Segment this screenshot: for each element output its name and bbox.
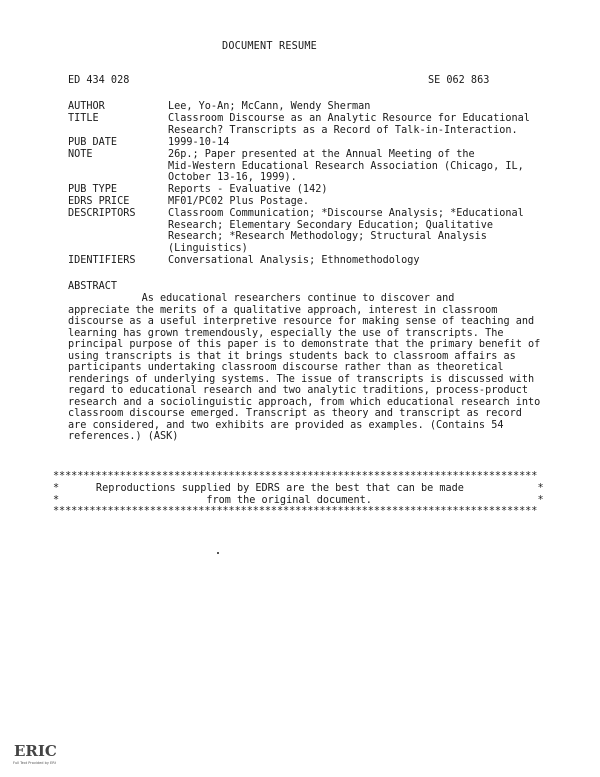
abstract-line: learning has grown tremendously, especially the use of transcripts. The <box>68 327 504 339</box>
abstract-line: renderings of underlying systems. The issue of transcripts is discussed with <box>68 373 535 385</box>
abstract-label: ABSTRACT <box>68 281 118 292</box>
ed-number: ED 434 028 <box>68 75 130 86</box>
abstract-line: participants undertaking classroom discourse rather than as theoretical <box>68 362 504 373</box>
eric-logo <box>12 740 56 768</box>
field-value-line: 1999-10-14 <box>168 137 230 148</box>
field-value-line: Mid-Western Educational Research Association (Chicago, IL, <box>168 160 524 172</box>
field-value-line: Lee, Yo-An; McCann, Wendy Sherman <box>168 101 371 112</box>
field-value-line: 26p.; Paper presented at the Annual Meeting of the <box>168 149 475 160</box>
field-value <box>168 208 548 254</box>
abstract-text <box>68 293 548 443</box>
field-value-line: Classroom Discourse as an Analytic Resource for Educational <box>168 113 530 124</box>
field-value <box>168 149 548 184</box>
field-label: NOTE <box>68 149 93 160</box>
field-value <box>168 255 548 267</box>
field-label: EDRS PRICE <box>68 196 130 207</box>
abstract-line: research and a sociolinguistic approach, from which educational research into <box>68 396 541 408</box>
abstract-line: principal purpose of this paper is to demonstrate that the primary benefit of <box>68 339 541 350</box>
abstract-line: classroom discourse emerged. Transcript as theory and transcript as record <box>68 408 522 419</box>
field-value-line: October 13-16, 1999). <box>168 172 297 183</box>
field-value-line: Classroom Communication; *Discourse Analysis; *Educational <box>168 208 524 219</box>
field-value <box>168 113 548 136</box>
field-value <box>168 184 548 196</box>
document-title: DOCUMENT RESUME <box>222 41 318 52</box>
abstract-line: appreciate the merits of a qualitative approach, interest in classroom <box>68 304 498 316</box>
field-label: IDENTIFIERS <box>68 255 136 266</box>
abstract-line: are considered, and two exhibits are provided as examples. (Contains 54 <box>68 419 504 431</box>
eric-logo-subtext: Full Text Provided by ERIC <box>13 761 56 765</box>
reproduction-border-top: ******************************************************************************** <box>53 471 538 482</box>
field-value <box>168 137 548 149</box>
field-label: TITLE <box>68 113 99 124</box>
abstract-line: references.) (ASK) <box>68 431 179 442</box>
reproduction-line-1: * Reproductions supplied by EDRS are the best that can be made * <box>53 483 544 494</box>
reproduction-line-2: * from the original document. * <box>53 494 544 506</box>
field-value-line: MF01/PC02 Plus Postage. <box>168 196 310 207</box>
reproduction-border-bottom: ******************************************************************************** <box>53 506 538 517</box>
eric-logo-text: ERIC <box>14 742 56 760</box>
field-value-line: (Linguistics) <box>168 242 248 254</box>
abstract-line: regard to educational research and two analytic traditions, process-product <box>68 385 529 396</box>
stray-mark <box>217 552 219 554</box>
field-value-line: Research; Elementary Secondary Education; Qualitative <box>168 219 494 231</box>
se-number: SE 062 863 <box>428 75 490 86</box>
field-value-line: Reports - Evaluative (142) <box>168 184 328 195</box>
reproduction-notice <box>53 483 553 506</box>
field-label: AUTHOR <box>68 101 105 112</box>
field-value-line: Conversational Analysis; Ethnomethodology <box>168 255 420 266</box>
field-value-line: Research? Transcripts as a Record of Talk-in-Interaction. <box>168 124 518 136</box>
abstract-line: As educational researchers continue to discover and <box>68 293 455 304</box>
field-value-line: Research; *Research Methodology; Structural Analysis <box>168 231 487 242</box>
field-value <box>168 101 548 113</box>
field-label: DESCRIPTORS <box>68 208 136 219</box>
abstract-line: using transcripts is that it brings students back to classroom affairs as <box>68 350 516 362</box>
field-label: PUB DATE <box>68 137 118 148</box>
field-label: PUB TYPE <box>68 184 118 195</box>
abstract-line: discourse as a useful interpretive resource for making sense of teaching and <box>68 316 535 327</box>
field-value <box>168 196 548 208</box>
